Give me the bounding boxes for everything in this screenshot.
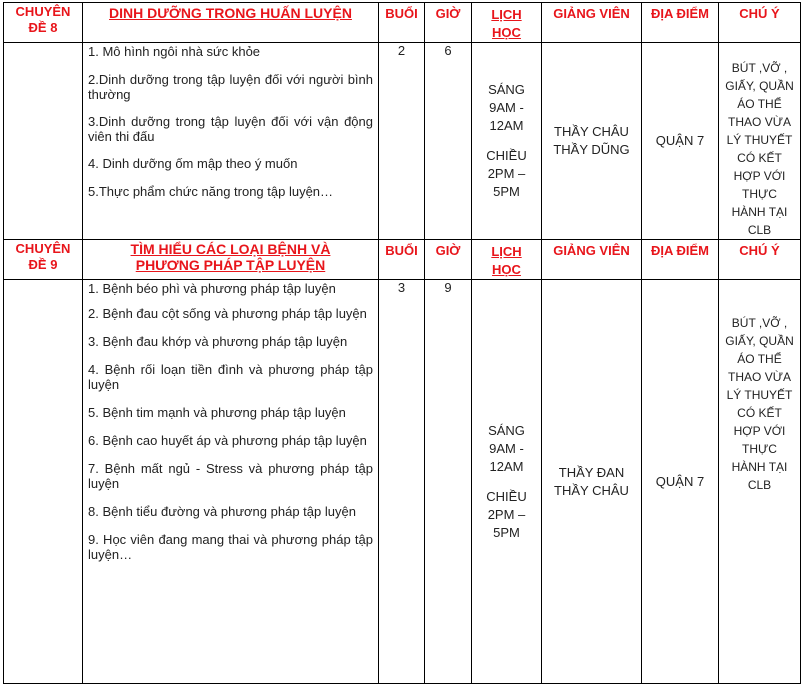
module-9-hours: 9 (425, 280, 472, 684)
header-session: BUỔI (379, 240, 425, 280)
module-9-location: QUẬN 7 (642, 280, 719, 684)
module-9-topics (83, 280, 379, 684)
module-9-code: CHUYÊN ĐỀ 9 (4, 240, 83, 280)
module-8-schedule (472, 43, 542, 240)
module-8-header-row (4, 3, 801, 43)
list-item: 5.Thực phẩm chức năng trong tập luyện… (88, 184, 334, 199)
module-8-lecturer-2: THẦY DŨNG (553, 142, 630, 157)
module-8-hours: 6 (425, 43, 472, 240)
module-9-code-spacer (4, 280, 83, 684)
list-item: 9. Học viên đang mang thai và phương pháp tập luyện… (88, 532, 373, 562)
module-8-location: QUẬN 7 (642, 43, 719, 240)
module-8-title: DINH DƯỠNG TRONG HUẤN LUYỆN (83, 3, 379, 43)
module-8-sessions: 2 (379, 43, 425, 240)
module-9-lecturer (542, 280, 642, 684)
header-schedule: LỊCH HỌC (472, 240, 542, 280)
module-9-afternoon: CHIỀU 2PM – 5PM (486, 488, 527, 540)
module-9-schedule (472, 280, 542, 684)
list-item: 1. Mô hình ngôi nhà sức khỏe (88, 44, 261, 59)
list-item: 1. Bệnh béo phì và phương pháp tập luyện (88, 281, 336, 296)
list-item: 3. Bệnh đau khớp và phương pháp tập luyện (88, 334, 348, 349)
module-9-title: TÌM HIỂU CÁC LOẠI BỆNH VÀ PHƯƠNG PHÁP TẬP LUYỆN (83, 240, 379, 280)
module-8-code: CHUYÊN ĐỀ 8 (4, 3, 83, 43)
header-location: ĐỊA ĐIỂM (642, 3, 719, 43)
list-item: 3.Dinh dưỡng trong tập luyện đối với vận động viên thi đấu (88, 114, 373, 144)
module-9-lecturer-2: THẦY CHÂU (554, 482, 629, 498)
list-item: 4. Dinh dưỡng ốm mập theo ý muốn (88, 156, 298, 171)
module-8-morning: SÁNG 9AM - 12AM (488, 82, 525, 133)
module-8-topics (83, 43, 379, 240)
list-item: 2. Bệnh đau cột sống và phương pháp tập luyện (88, 306, 367, 321)
module-8-content-row (4, 43, 801, 240)
list-item: 4. Bệnh rối loạn tiền đình và phương pháp tập luyện (88, 362, 373, 392)
module-9-note: BÚT ,VỠ , GIẤY, QUẦN ÁO THỂ THAO VỪA LÝ THUYẾT CÓ KẾT HỢP VỚI THỰC HÀNH TẠI CLB (719, 280, 801, 684)
module-9-content-row (4, 280, 801, 684)
header-note: CHÚ Ý (719, 3, 801, 43)
header-schedule: LỊCH HỌC (472, 3, 542, 43)
header-note: CHÚ Ý (719, 240, 801, 280)
module-9-lecturer-1: THẦY ĐAN (558, 464, 625, 480)
header-lecturer: GIẢNG VIÊN (542, 240, 642, 280)
module-8-afternoon: CHIỀU 2PM – 5PM (486, 148, 527, 199)
list-item: 5. Bệnh tim mạnh và phương pháp tập luyện (88, 405, 346, 420)
module-8-code-spacer (4, 43, 83, 240)
list-item: 6. Bệnh cao huyết áp và phương pháp tập luyện (88, 433, 367, 448)
header-session: BUỔI (379, 3, 425, 43)
module-9-morning: SÁNG 9AM - 12AM (488, 422, 525, 474)
course-schedule-table (3, 2, 801, 684)
header-lecturer: GIẢNG VIÊN (542, 3, 642, 43)
list-item: 7. Bệnh mất ngủ - Stress và phương pháp tập luyện (88, 461, 373, 491)
list-item: 8. Bệnh tiểu đường và phương pháp tập luyện (88, 504, 356, 519)
module-9-sessions: 3 (379, 280, 425, 684)
module-8-lecturer-1: THẦY CHÂU (554, 124, 629, 139)
list-item: 2.Dinh dưỡng trong tập luyện đối với người bình thường (88, 72, 373, 102)
module-8-lecturer (542, 43, 642, 240)
header-hours: GIỜ (425, 240, 472, 280)
module-8-note: BÚT ,VỠ , GIẤY, QUẦN ÁO THỂ THAO VỪA LÝ THUYẾT CÓ KẾT HỢP VỚI THỰC HÀNH TẠI CLB (719, 43, 801, 240)
header-hours: GIỜ (425, 3, 472, 43)
module-9-header-row (4, 240, 801, 280)
header-location: ĐỊA ĐIỂM (642, 240, 719, 280)
